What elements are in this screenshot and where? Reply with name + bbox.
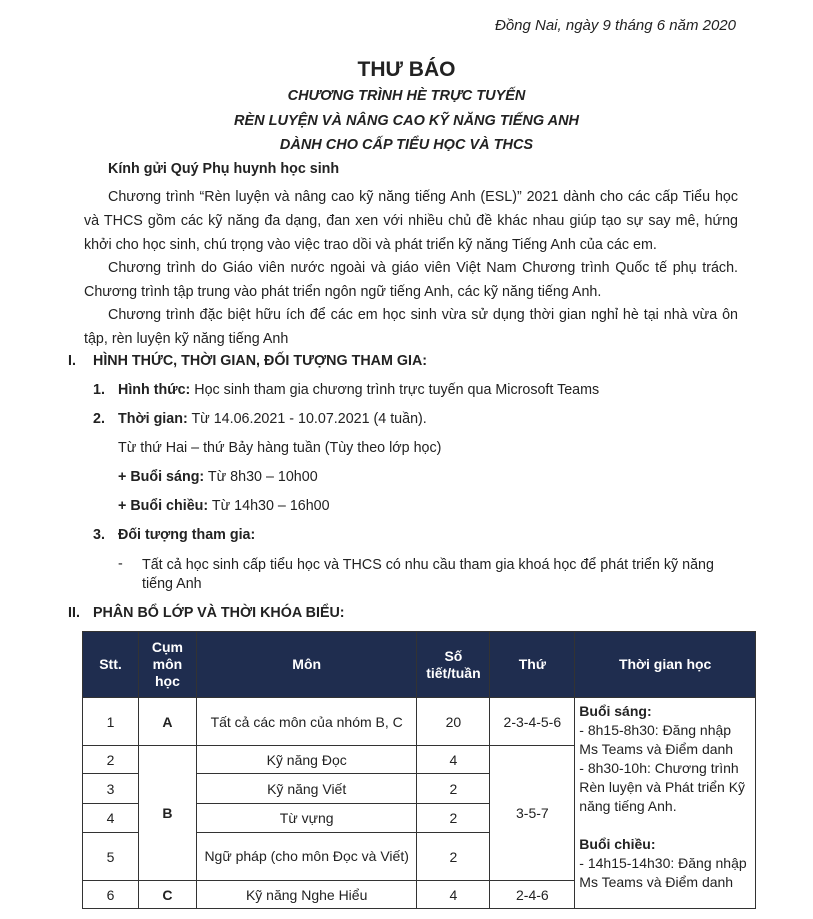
- header-periods: Số tiết/tuần: [417, 632, 490, 698]
- cell-days: 3-5-7: [490, 746, 575, 881]
- paragraph-2: Chương trình do Giáo viên nước ngoài và giáo viên Việt Nam Chương trình Quốc tế phụ trách. Chương trình tập trung vào phát triển ngôn ngữ tiếng Anh, các kỹ năng tiếng Anh.: [84, 260, 738, 300]
- header-subject: Môn: [196, 632, 417, 698]
- cell-periods: 2: [417, 804, 490, 833]
- schedule-afternoon-1: - 14h15-14h30: Đăng nhập Ms Teams và Điểm danh: [579, 855, 747, 890]
- date-line: Đồng Nai, ngày 9 tháng 6 năm 2020: [494, 17, 736, 34]
- paragraph-1: Chương trình “Rèn luyện và nâng cao kỹ năng tiếng Anh (ESL)” 2021 dành cho các cấp Tiểu học và THCS gồm các kỹ năng đa dạng, đan xen với nhiều chủ đề khác nhau giúp tạo sự say mê, hứng khởi cho học sinh, chú trọng vào việc trao dồi và phát triển kỹ năng Tiếng Anh của các em.: [84, 189, 738, 253]
- item-1-label: Hình thức:: [118, 382, 191, 398]
- section-1-number: I.: [68, 353, 76, 369]
- afternoon-label: + Buổi chiều:: [118, 498, 209, 514]
- paragraph-3: Chương trình đặc biệt hữu ích để các em học sinh vừa sử dụng thời gian nghỉ hè tại nhà vừa ôn tập, rèn luyện kỹ năng tiếng Anh: [84, 307, 738, 347]
- item-1: [118, 382, 599, 398]
- greeting: Kính gửi Quý Phụ huynh học sinh: [108, 161, 340, 177]
- cell-subject: Ngữ pháp (cho môn Đọc và Viết): [196, 833, 417, 881]
- bullet-dash: -: [118, 556, 123, 572]
- cell-group: A: [138, 698, 196, 746]
- item-3-number: 3.: [93, 527, 105, 543]
- subtitle-3: DÀNH CHO CẤP TIỂU HỌC VÀ THCS: [279, 137, 534, 153]
- cell-group: C: [138, 881, 196, 909]
- item-3-label: Đối tượng tham gia:: [118, 527, 256, 543]
- item-1-text: Học sinh tham gia chương trình trực tuyến qua Microsoft Teams: [194, 382, 600, 398]
- cell-subject: Từ vựng: [196, 804, 417, 833]
- item-2-label: Thời gian:: [118, 411, 188, 427]
- header-schedule: Thời gian học: [575, 632, 756, 698]
- cell-subject: Kỹ năng Nghe Hiểu: [196, 881, 417, 909]
- cell-periods: 2: [417, 774, 490, 804]
- morning-time: [118, 469, 318, 485]
- header-days: Thứ: [490, 632, 575, 698]
- cell-periods: 20: [417, 698, 490, 746]
- cell-days: 2-3-4-5-6: [490, 698, 575, 746]
- header-group: Cụm môn học: [138, 632, 196, 698]
- schedule-afternoon-label: Buổi chiều:: [579, 836, 656, 852]
- afternoon-text: Từ 14h30 – 16h00: [211, 498, 330, 514]
- cell-stt: 1: [83, 698, 139, 746]
- section-2-heading: PHÂN BỔ LỚP VÀ THỜI KHÓA BIỂU:: [93, 605, 345, 621]
- cell-stt: 5: [83, 833, 139, 881]
- item-2-text: Từ 14.06.2021 - 10.07.2021 (4 tuần).: [191, 411, 427, 427]
- item-2: [118, 411, 427, 427]
- schedule-cell: [575, 698, 756, 909]
- subtitle-1: CHƯƠNG TRÌNH HÈ TRỰC TUYẾN: [287, 88, 526, 104]
- item-2-line-2: Từ thứ Hai – thứ Bảy hàng tuần (Tùy theo lớp học): [118, 440, 442, 456]
- item-1-number: 1.: [93, 382, 105, 398]
- cell-periods: 4: [417, 881, 490, 909]
- morning-label: + Buổi sáng:: [118, 469, 205, 485]
- cell-stt: 2: [83, 746, 139, 774]
- schedule-morning-1: - 8h15-8h30: Đăng nhập Ms Teams và Điểm danh: [579, 722, 734, 757]
- cell-subject: Kỹ năng Đọc: [196, 746, 417, 774]
- header-stt: Stt.: [83, 632, 139, 698]
- bullet-text: Tất cả học sinh cấp tiểu học và THCS có nhu cầu tham gia khoá học để phát triển kỹ năng tiếng Anh: [142, 557, 714, 592]
- subtitle-2: RÈN LUYỆN VÀ NÂNG CAO KỸ NĂNG TIẾNG ANH: [233, 113, 580, 129]
- table-row: [83, 698, 756, 746]
- cell-stt: 6: [83, 881, 139, 909]
- cell-subject: Kỹ năng Viết: [196, 774, 417, 804]
- cell-subject: Tất cả các môn của nhóm B, C: [196, 698, 417, 746]
- schedule-morning-2: - 8h30-10h: Chương trình Rèn luyện và Phát triển Kỹ năng tiếng Anh.: [579, 760, 746, 814]
- timetable: [82, 631, 756, 909]
- document-title: THƯ BÁO: [357, 58, 456, 81]
- cell-days: 2-4-6: [490, 881, 575, 909]
- morning-text: Từ 8h30 – 10h00: [207, 469, 318, 485]
- section-1-heading: HÌNH THỨC, THỜI GIAN, ĐỐI TƯỢNG THAM GIA:: [93, 353, 428, 369]
- schedule-morning-label: Buổi sáng:: [579, 703, 652, 719]
- cell-stt: 4: [83, 804, 139, 833]
- cell-stt: 3: [83, 774, 139, 804]
- cell-periods: 2: [417, 833, 490, 881]
- cell-group: B: [138, 746, 196, 881]
- afternoon-time: [118, 498, 330, 514]
- section-2-number: II.: [68, 605, 80, 621]
- item-2-number: 2.: [93, 411, 105, 427]
- cell-periods: 4: [417, 746, 490, 774]
